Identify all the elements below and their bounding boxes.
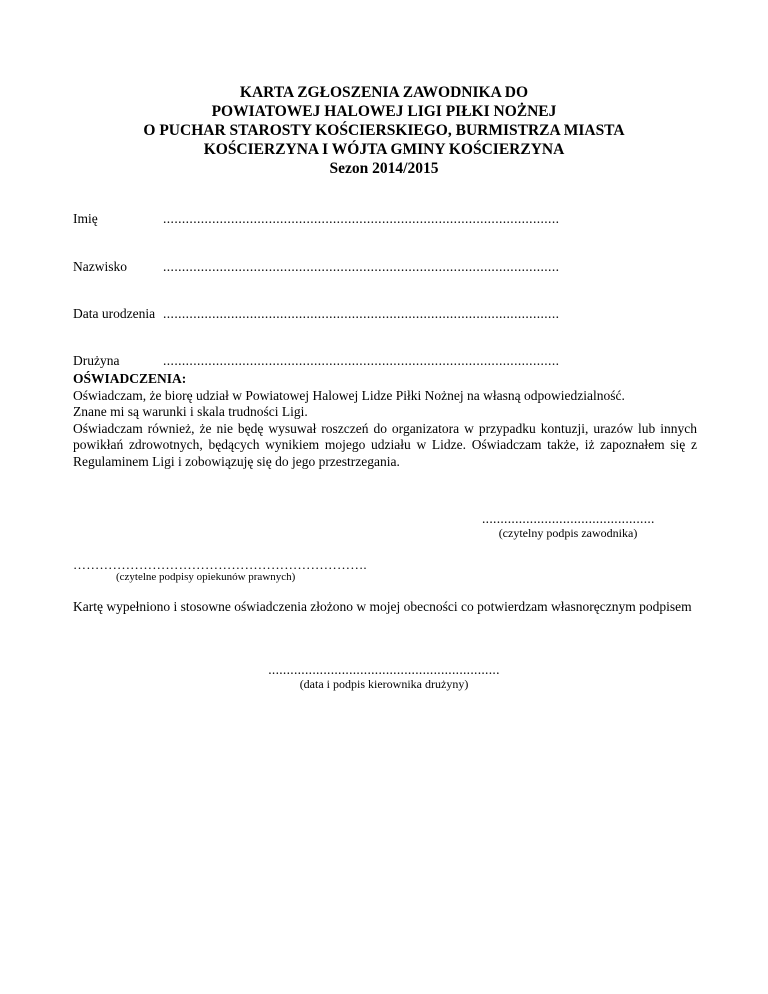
season-label: Sezon 2014/2015 [329, 160, 439, 177]
title-line-3: O PUCHAR STAROSTY KOŚCIERSKIEGO, BURMISTRZA MIASTA [143, 122, 625, 139]
birth-date-dots[interactable]: ......................................................................................................... [163, 306, 560, 321]
confirmation-statement [73, 598, 703, 615]
last-name-field[interactable] [73, 259, 560, 275]
player-signature [482, 512, 654, 541]
last-name-label: Nazwisko [73, 259, 127, 274]
first-name-dots[interactable]: ......................................................................................................... [163, 211, 560, 226]
declarations-section [73, 371, 697, 470]
manager-signature-caption: (data i podpis kierownika drużyny) [299, 677, 469, 691]
first-name-field[interactable] [73, 211, 560, 227]
player-signature-line[interactable]: ............................................... [482, 511, 655, 526]
declaration-conditions: Znane mi są warunki i skala trudności Ligi. [73, 404, 308, 419]
form-title [0, 83, 768, 178]
guardian-signature-line[interactable]: …………………………………………………………. [73, 557, 367, 572]
declarations-heading: OŚWIADCZENIA: [73, 371, 187, 386]
confirmation-text: Kartę wypełniono i stosowne oświadczenia złożono w mojej obecności co potwierdzam własnoręcznym podpisem [73, 599, 692, 614]
declaration-responsibility: Oświadczam, że biorę udział w Powiatowej Halowej Lidze Piłki Nożnej na własną odpowiedzialność. [73, 387, 625, 403]
title-line-1: KARTA ZGŁOSZENIA ZAWODNIKA DO [239, 84, 529, 101]
player-signature-caption: (czytelny podpis zawodnika) [498, 526, 638, 540]
manager-signature [262, 663, 506, 692]
last-name-dots[interactable]: ......................................................................................................... [163, 259, 560, 274]
birth-date-label: Data urodzenia [73, 306, 156, 321]
manager-signature-line[interactable]: ............................................................... [268, 662, 500, 677]
declaration-no-claims: Oświadczam również, że nie będę wysuwał roszczeń do organizatora w przypadku kontuzji, urazów lub innych powikłań zdrowotnych, będących wynikiem mojego udziału w Lidze. Oświadczam także, iż zapoznałem się z Regulaminem Ligi i zobowiązuję się do jego przestrzegania. [73, 420, 697, 469]
title-line-2: POWIATOWEJ HALOWEJ LIGI PIŁKI NOŻNEJ [211, 103, 557, 120]
guardian-signature-caption: (czytelne podpisy opiekunów prawnych) [116, 571, 296, 583]
team-dots[interactable]: ......................................................................................................... [163, 353, 560, 368]
team-label: Drużyna [73, 353, 120, 368]
first-name-label: Imię [73, 211, 98, 226]
birth-date-field[interactable] [73, 306, 560, 322]
team-field[interactable] [73, 353, 560, 369]
title-line-4: KOŚCIERZYNA I WÓJTA GMINY KOŚCIERZYNA [203, 141, 565, 158]
